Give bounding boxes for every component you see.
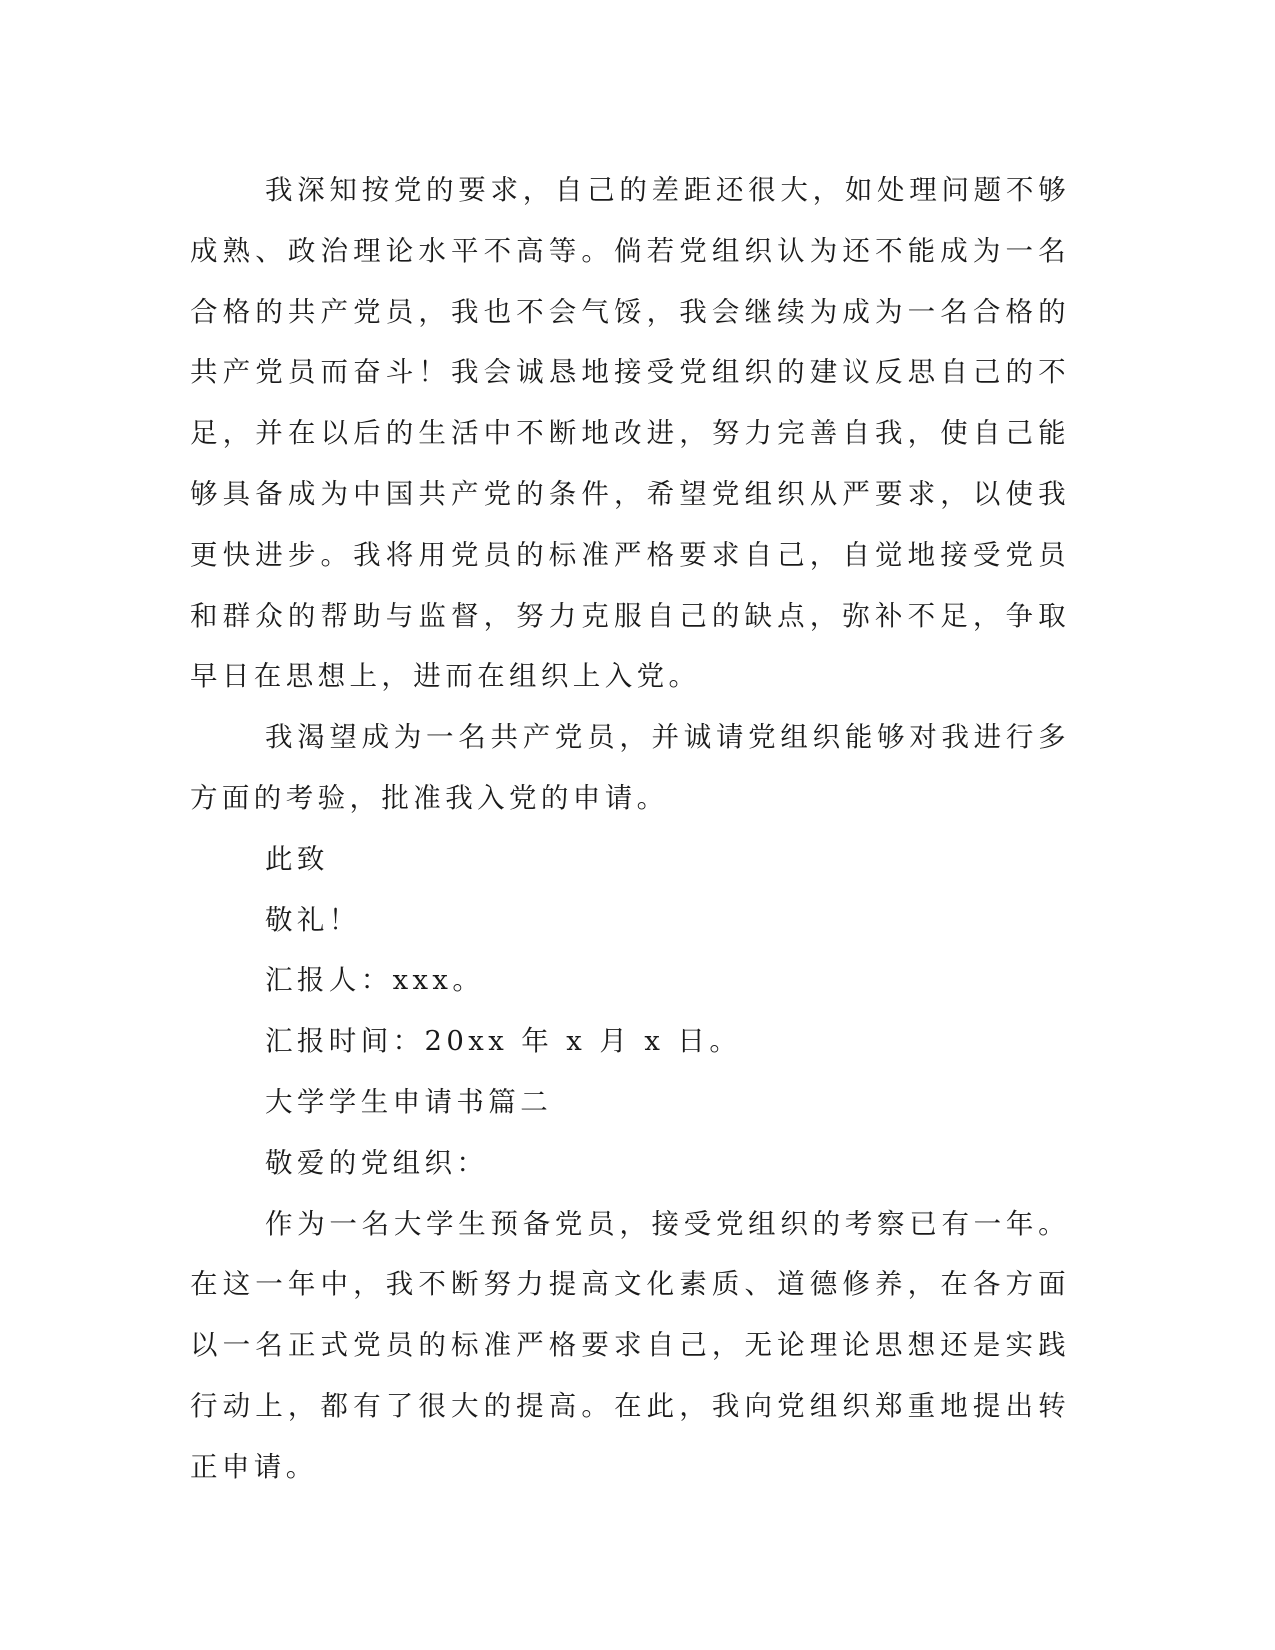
report-time-line: 汇报时间：20xx 年 x 月 x 日。 [265, 1025, 742, 1058]
paragraph-application: 作为一名大学生预备党员，接受党组织的考察已有一年。在这一年中，我不断努力提高文化素质、道德修养，在各方面以一名正式党员的标准严格要求自己，无论理论思想还是实践行动上，都有了很大的提高。在此，我向党组织郑重地提出转正申请。 [190, 1207, 1070, 1483]
paragraph-shortcomings: 我深知按党的要求，自己的差距还很大，如处理问题不够成熟、政治理论水平不高等。倘若党组织认为还不能成为一名合格的共产党员，我也不会气馁，我会继续为成为一名合格的共产党员而奋斗！我会诚恳地接受党组织的建议反思自己的不足，并在以后的生活中不断地改进，努力完善自我，使自己能够具备成为中国共产党的条件，希望党组织从严要求，以使我更快进步。我将用党员的标准严格要求自己，自觉地接受党员和群众的帮助与监督，努力克服自己的缺点，弥补不足，争取早日在思想上，进而在组织上入党。 [190, 174, 1070, 693]
greeting-line: 敬爱的党组织： [265, 1146, 489, 1179]
section-title: 大学学生申请书篇二 [265, 1085, 553, 1118]
closing-line: 此致 [265, 842, 329, 875]
reporter-line: 汇报人：xxx。 [265, 964, 485, 997]
salute-line: 敬礼！ [265, 903, 361, 936]
paragraph-aspiration: 我渴望成为一名共产党员，并诚请党组织能够对我进行多方面的考验，批准我入党的申请。 [190, 721, 1070, 814]
document-body [190, 160, 1070, 1498]
